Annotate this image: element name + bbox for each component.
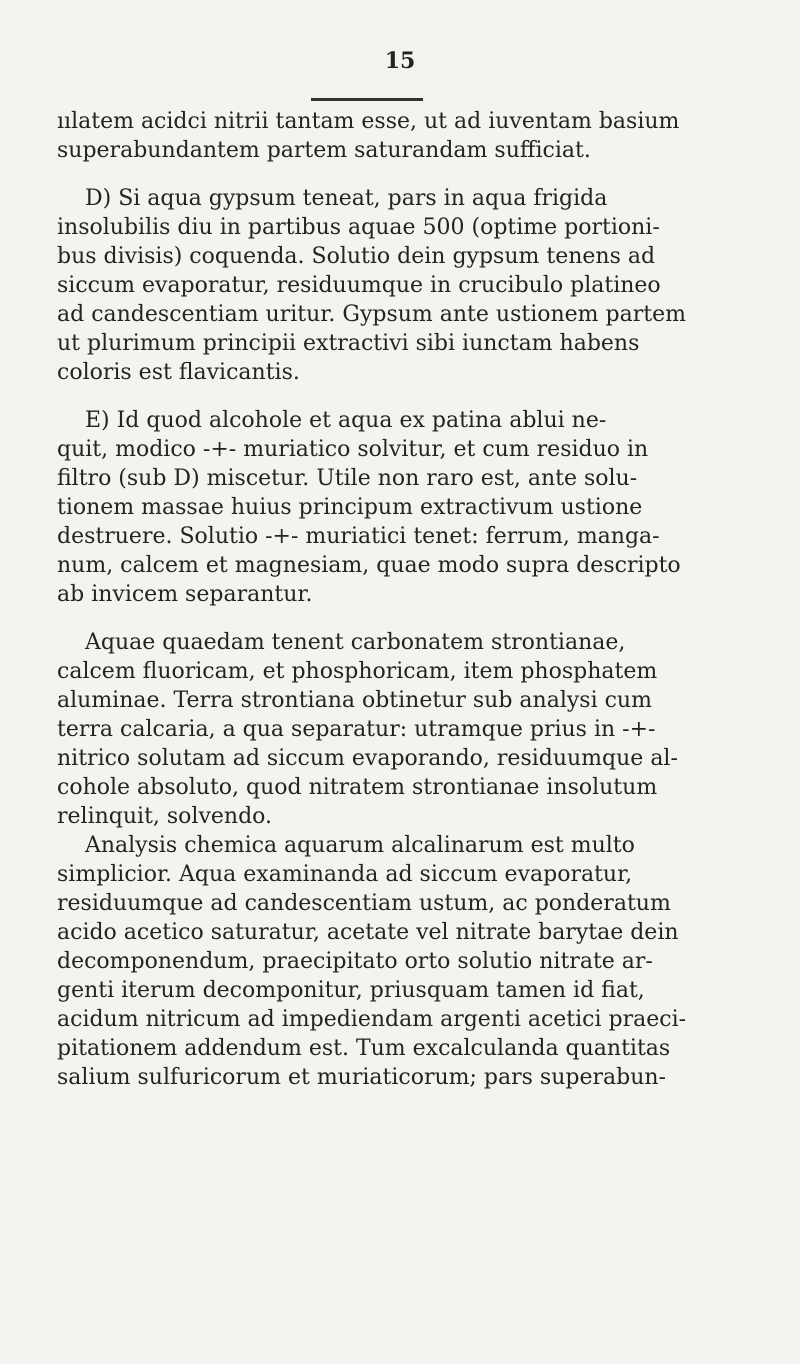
- text-line: pitationem addendum est. Tum excalculanda quantitas: [57, 1036, 671, 1061]
- text-line: salium sulfuricorum et muriaticorum; pars superabun-: [57, 1065, 666, 1090]
- text-line: tionem massae huius principum extractivum ustione: [57, 495, 643, 520]
- text-line: quit, modico -+- muriatico solvitur, et cum residuo in: [57, 437, 649, 462]
- text-line: genti iterum decomponitur, priusquam tamen id fiat,: [57, 978, 645, 1003]
- text-line: simplicior. Aqua examinanda ad siccum evaporatur,: [57, 862, 633, 887]
- header-rule: [311, 98, 423, 101]
- text-line: Analysis chemica aquarum alcalinarum est multo: [57, 833, 635, 858]
- text-line: num, calcem et magnesiam, quae modo supra descripto: [57, 553, 681, 578]
- text-line: ab invicem separantur.: [57, 582, 313, 607]
- text-line: E) Id quod alcohole et aqua ex patina ablui ne-: [57, 408, 607, 433]
- text-line: D) Si aqua gypsum teneat, pars in aqua frigida: [57, 186, 608, 211]
- text-line: nitrico solutam ad siccum evaporando, residuumque al-: [57, 746, 678, 771]
- text-line: ad candescentiam uritur. Gypsum ante ustionem partem: [57, 302, 686, 327]
- text-line: bus divisis) coquenda. Solutio dein gypsum tenens ad: [57, 244, 656, 269]
- text-line: coloris est flavicantis.: [57, 360, 300, 385]
- text-line: ıılatem acidci nitrii tantam esse, ut ad iuventam basium: [57, 109, 680, 134]
- text-line: insolubilis diu in partibus aquae 500 (optime portioni-: [57, 215, 660, 240]
- text-line: destruere. Solutio -+- muriatici tenet: ferrum, manga-: [57, 524, 660, 549]
- body-text: [57, 107, 733, 1092]
- text-line: ut plurimum principii extractivi sibi iunctam habens: [57, 331, 640, 356]
- text-line: cohole absoluto, quod nitratem strontianae insolutum: [57, 775, 658, 800]
- text-line: decomponendum, praecipitato orto solutio nitrate ar-: [57, 949, 653, 974]
- text-line: residuumque ad candescentiam ustum, ac ponderatum: [57, 891, 671, 916]
- text-line: Aquae quaedam tenent carbonatem strontianae,: [57, 630, 626, 655]
- text-line: acidum nitricum ad impediendam argenti acetici praeci-: [57, 1007, 687, 1032]
- text-line: superabundantem partem saturandam sufficiat.: [57, 138, 591, 163]
- text-line: acido acetico saturatur, acetate vel nitrate barytae dein: [57, 920, 679, 945]
- text-line: filtro (sub D) miscetur. Utile non raro est, ante solu-: [57, 466, 638, 491]
- text-line: terra calcaria, a qua separatur: utramque prius in -+-: [57, 717, 656, 742]
- page-number: 15: [384, 48, 416, 74]
- text-line: siccum evaporatur, residuumque in crucibulo platineo: [57, 273, 661, 298]
- text-line: relinquit, solvendo.: [57, 804, 273, 829]
- text-line: calcem fluoricam, et phosphoricam, item phosphatem: [57, 659, 658, 684]
- text-line: aluminae. Terra strontiana obtinetur sub analysi cum: [57, 688, 652, 713]
